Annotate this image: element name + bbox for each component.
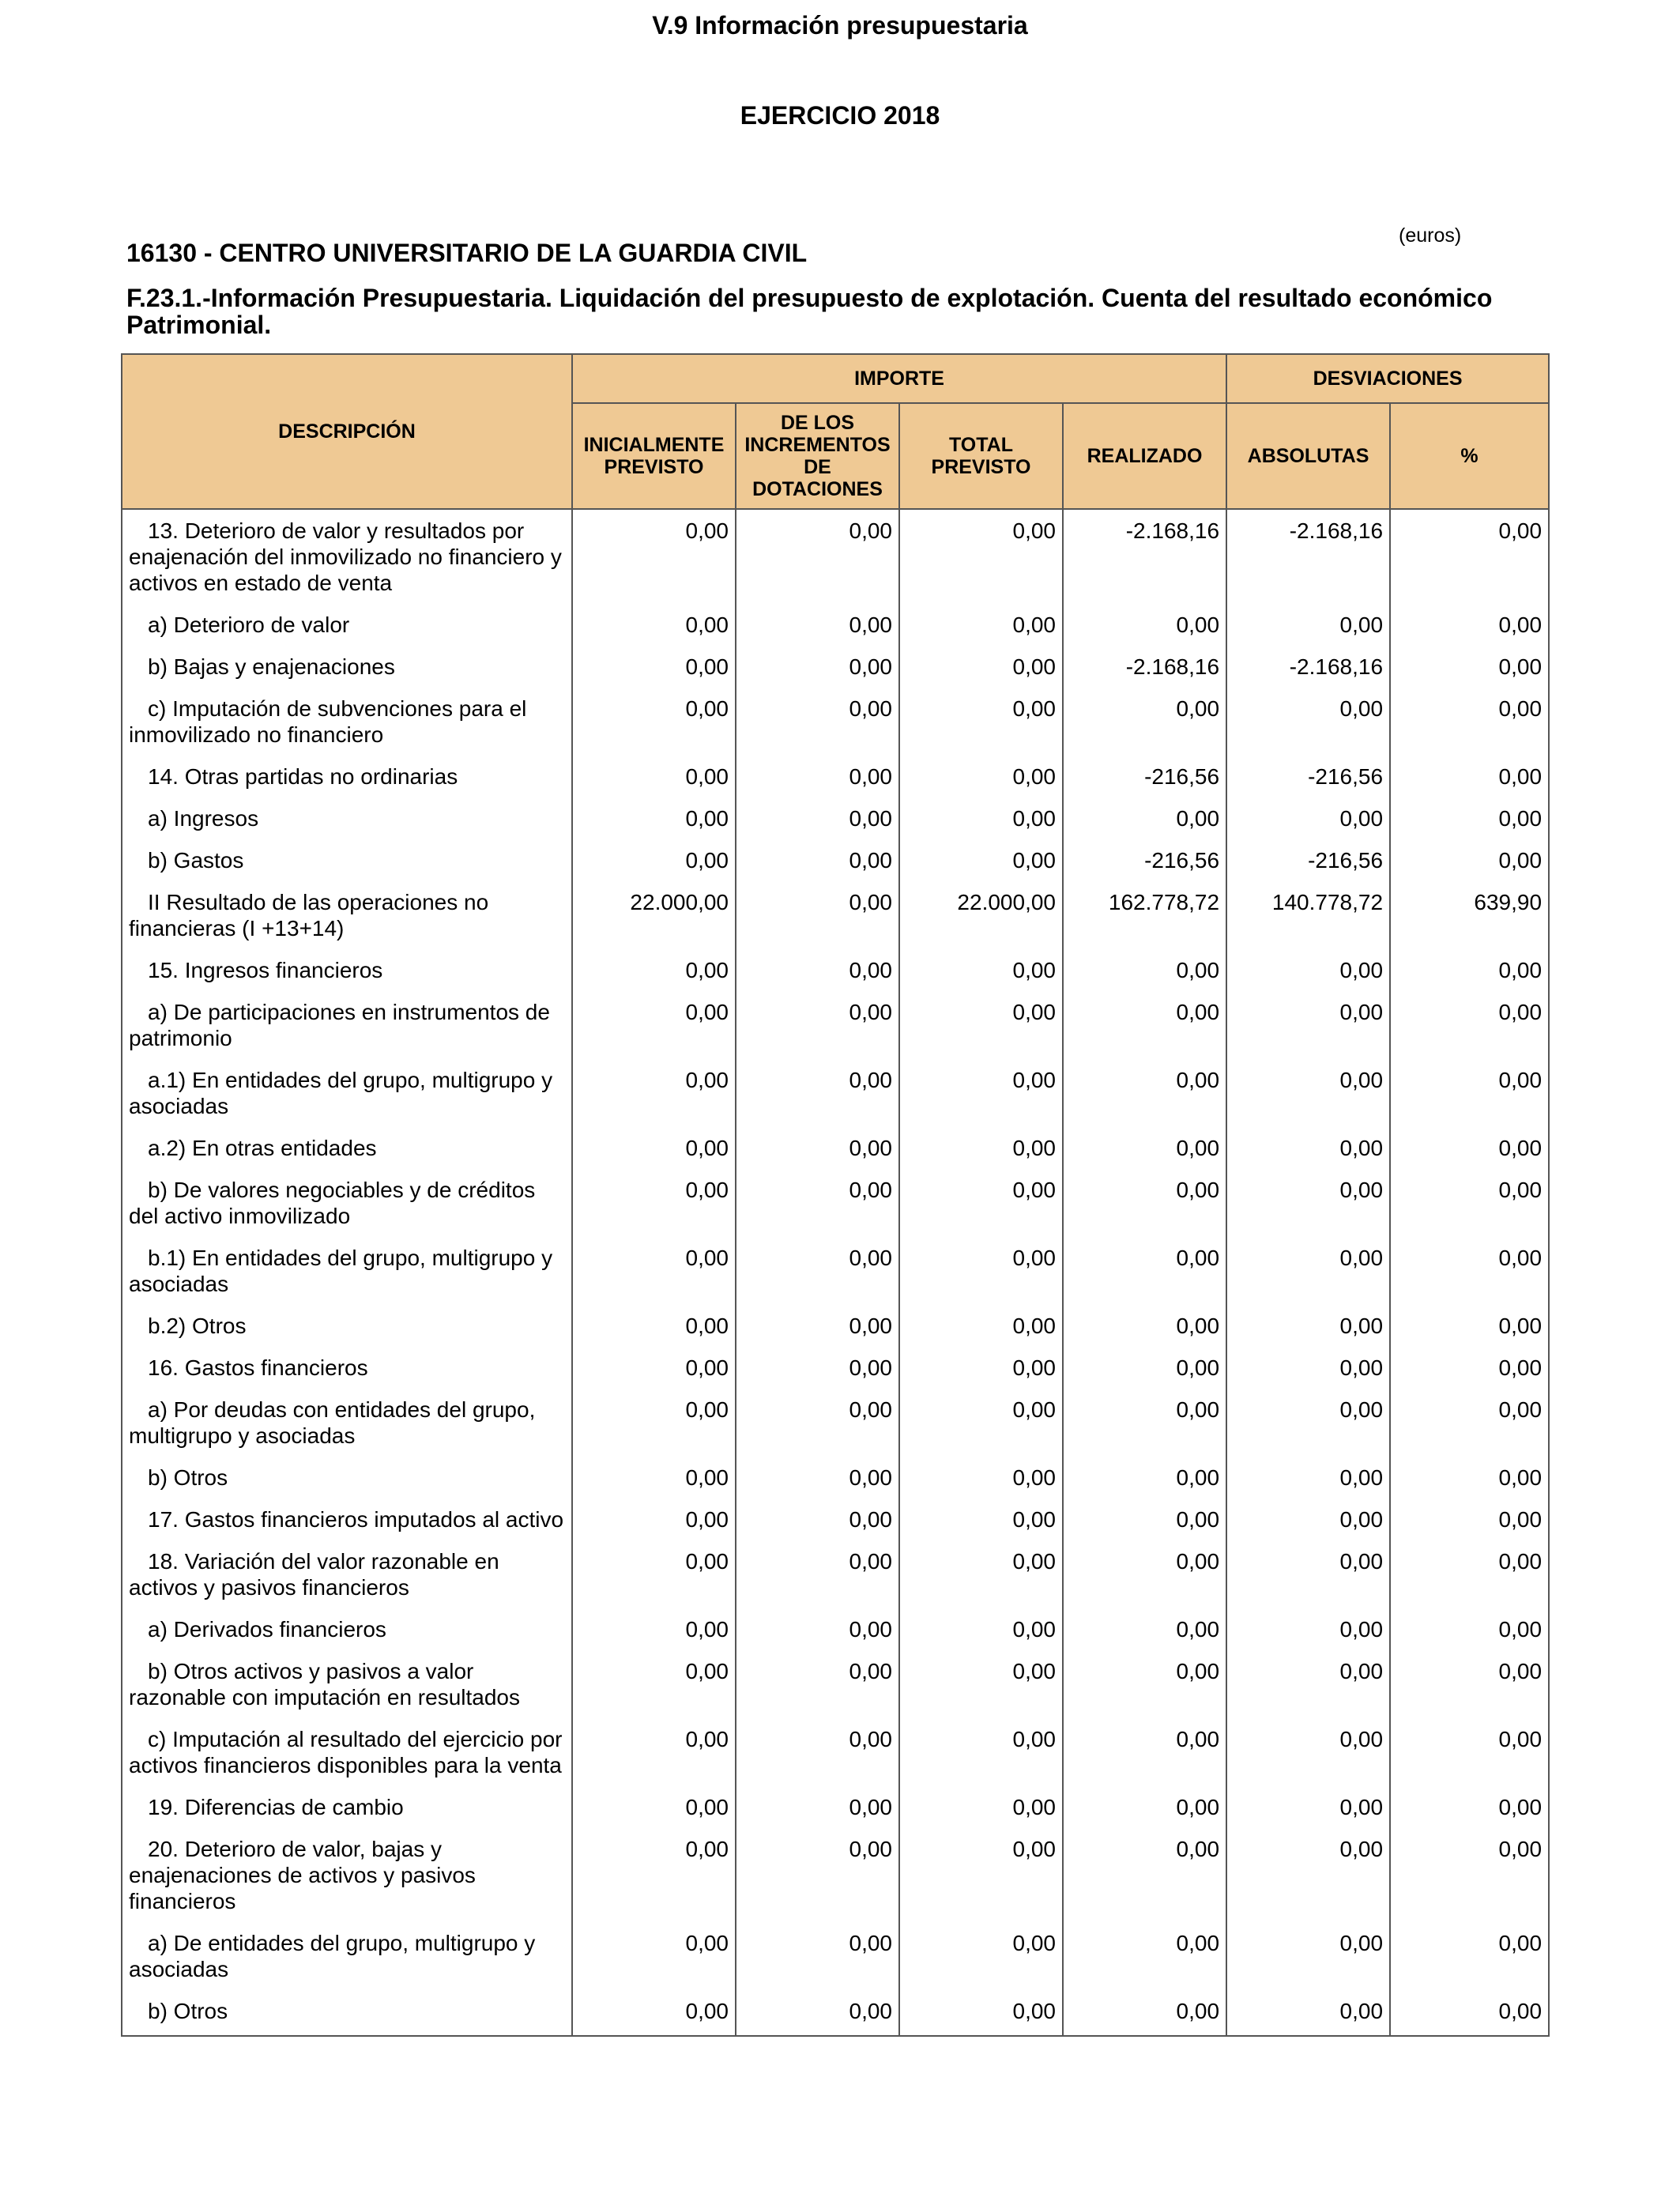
cell-incrementos-dotaciones: 0,00 — [736, 646, 899, 688]
cell-inicialmente-previsto: 0,00 — [572, 991, 736, 1059]
col-header-percent: % — [1390, 403, 1549, 509]
row-description — [122, 1457, 572, 1498]
cell-inicialmente-previsto: 0,00 — [572, 1059, 736, 1127]
row-description — [122, 949, 572, 991]
row-description-text: c) Imputación de subvenciones para el inmovilizado no financiero — [129, 696, 527, 747]
cell-percent: 0,00 — [1390, 1127, 1549, 1169]
cell-total-previsto: 0,00 — [899, 839, 1063, 881]
cell-total-previsto: 0,00 — [899, 1059, 1063, 1127]
cell-realizado: 0,00 — [1063, 949, 1226, 991]
row-description-text: 15. Ingresos financieros — [148, 958, 383, 982]
cell-total-previsto: 0,00 — [899, 1650, 1063, 1718]
row-description — [122, 797, 572, 839]
row-description-text: a) Ingresos — [148, 806, 259, 831]
cell-percent: 0,00 — [1390, 1718, 1549, 1786]
cell-incrementos-dotaciones: 0,00 — [736, 756, 899, 797]
table-row — [122, 881, 1549, 949]
cell-realizado: 0,00 — [1063, 688, 1226, 756]
cell-incrementos-dotaciones: 0,00 — [736, 1990, 899, 2036]
cell-absolutas: 0,00 — [1226, 1650, 1390, 1718]
cell-realizado: 0,00 — [1063, 1786, 1226, 1828]
cell-percent: 0,00 — [1390, 797, 1549, 839]
row-description-text: a.2) En otras entidades — [148, 1136, 377, 1160]
cell-incrementos-dotaciones: 0,00 — [736, 688, 899, 756]
cell-absolutas: -2.168,16 — [1226, 646, 1390, 688]
table-row — [122, 604, 1549, 646]
cell-realizado: 0,00 — [1063, 1347, 1226, 1389]
cell-percent: 0,00 — [1390, 1059, 1549, 1127]
cell-incrementos-dotaciones: 0,00 — [736, 604, 899, 646]
cell-total-previsto: 0,00 — [899, 1990, 1063, 2036]
cell-total-previsto: 0,00 — [899, 1237, 1063, 1305]
table-row — [122, 1786, 1549, 1828]
cell-total-previsto: 0,00 — [899, 1608, 1063, 1650]
cell-percent: 0,00 — [1390, 1650, 1549, 1718]
cell-realizado: 0,00 — [1063, 1169, 1226, 1237]
cell-total-previsto: 0,00 — [899, 1169, 1063, 1237]
row-description-text: b.1) En entidades del grupo, multigrupo y asociadas — [129, 1246, 553, 1296]
table-row — [122, 1237, 1549, 1305]
cell-percent: 0,00 — [1390, 991, 1549, 1059]
cell-absolutas: 0,00 — [1226, 1237, 1390, 1305]
cell-incrementos-dotaciones: 0,00 — [736, 991, 899, 1059]
table-row — [122, 1389, 1549, 1457]
cell-realizado: 0,00 — [1063, 1059, 1226, 1127]
cell-absolutas: 0,00 — [1226, 1498, 1390, 1540]
cell-absolutas: 0,00 — [1226, 1828, 1390, 1922]
cell-absolutas: 0,00 — [1226, 1347, 1390, 1389]
cell-inicialmente-previsto: 0,00 — [572, 1990, 736, 2036]
row-description — [122, 509, 572, 604]
cell-realizado: 0,00 — [1063, 1457, 1226, 1498]
table-row — [122, 1169, 1549, 1237]
row-description — [122, 1347, 572, 1389]
cell-inicialmente-previsto: 22.000,00 — [572, 881, 736, 949]
table-row — [122, 1718, 1549, 1786]
cell-inicialmente-previsto: 0,00 — [572, 1305, 736, 1347]
row-description-text: a) Deterioro de valor — [148, 613, 350, 637]
row-description — [122, 646, 572, 688]
cell-absolutas: 0,00 — [1226, 1540, 1390, 1608]
cell-realizado: 162.778,72 — [1063, 881, 1226, 949]
cell-total-previsto: 0,00 — [899, 949, 1063, 991]
cell-incrementos-dotaciones: 0,00 — [736, 1059, 899, 1127]
row-description — [122, 1828, 572, 1922]
row-description — [122, 1608, 572, 1650]
cell-inicialmente-previsto: 0,00 — [572, 1786, 736, 1828]
cell-realizado: -2.168,16 — [1063, 509, 1226, 604]
cell-percent: 0,00 — [1390, 839, 1549, 881]
table-row — [122, 756, 1549, 797]
cell-inicialmente-previsto: 0,00 — [572, 1718, 736, 1786]
cell-percent: 0,00 — [1390, 688, 1549, 756]
cell-absolutas: 0,00 — [1226, 1990, 1390, 2036]
cell-absolutas: 0,00 — [1226, 1389, 1390, 1457]
cell-incrementos-dotaciones: 0,00 — [736, 1922, 899, 1990]
table-row — [122, 797, 1549, 839]
cell-incrementos-dotaciones: 0,00 — [736, 1540, 899, 1608]
cell-incrementos-dotaciones: 0,00 — [736, 1828, 899, 1922]
cell-absolutas: 0,00 — [1226, 949, 1390, 991]
row-description — [122, 1237, 572, 1305]
cell-incrementos-dotaciones: 0,00 — [736, 1498, 899, 1540]
cell-total-previsto: 0,00 — [899, 756, 1063, 797]
row-description-text: b) Bajas y enajenaciones — [148, 654, 395, 679]
cell-absolutas: 0,00 — [1226, 1169, 1390, 1237]
cell-incrementos-dotaciones: 0,00 — [736, 881, 899, 949]
row-description-text: 19. Diferencias de cambio — [148, 1795, 404, 1819]
row-description — [122, 1498, 572, 1540]
cell-total-previsto: 0,00 — [899, 688, 1063, 756]
cell-inicialmente-previsto: 0,00 — [572, 604, 736, 646]
cell-realizado: 0,00 — [1063, 1540, 1226, 1608]
cell-inicialmente-previsto: 0,00 — [572, 1457, 736, 1498]
row-description-text: a) Por deudas con entidades del grupo, multigrupo y asociadas — [129, 1397, 536, 1448]
group-header-importe: IMPORTE — [572, 354, 1226, 403]
col-header-total-previsto: TOTAL PREVISTO — [899, 403, 1063, 509]
cell-absolutas: -216,56 — [1226, 839, 1390, 881]
table-row — [122, 1540, 1549, 1608]
table-row — [122, 949, 1549, 991]
cell-total-previsto: 0,00 — [899, 1498, 1063, 1540]
cell-realizado: 0,00 — [1063, 1650, 1226, 1718]
cell-total-previsto: 0,00 — [899, 1305, 1063, 1347]
cell-absolutas: 0,00 — [1226, 797, 1390, 839]
cell-realizado: -216,56 — [1063, 839, 1226, 881]
cell-inicialmente-previsto: 0,00 — [572, 1347, 736, 1389]
row-description-text: 16. Gastos financieros — [148, 1355, 368, 1380]
cell-realizado: 0,00 — [1063, 1922, 1226, 1990]
cell-total-previsto: 0,00 — [899, 1540, 1063, 1608]
row-description — [122, 1389, 572, 1457]
table-row — [122, 1608, 1549, 1650]
cell-inicialmente-previsto: 0,00 — [572, 1540, 736, 1608]
table-row — [122, 646, 1549, 688]
cell-percent: 0,00 — [1390, 1540, 1549, 1608]
row-description — [122, 1127, 572, 1169]
col-header-realizado: REALIZADO — [1063, 403, 1226, 509]
row-description-text: a) Derivados financieros — [148, 1617, 386, 1642]
cell-absolutas: 0,00 — [1226, 1305, 1390, 1347]
cell-percent: 0,00 — [1390, 1922, 1549, 1990]
cell-percent: 0,00 — [1390, 1457, 1549, 1498]
table-row — [122, 1127, 1549, 1169]
table-row — [122, 688, 1549, 756]
row-description-text: a) De participaciones en instrumentos de patrimonio — [129, 1000, 550, 1050]
row-description-text: 18. Variación del valor razonable en activos y pasivos financieros — [129, 1549, 499, 1600]
cell-inicialmente-previsto: 0,00 — [572, 1498, 736, 1540]
fiscal-year: EJERCICIO 2018 — [740, 101, 940, 130]
cell-incrementos-dotaciones: 0,00 — [736, 797, 899, 839]
cell-realizado: 0,00 — [1063, 1828, 1226, 1922]
cell-absolutas: 0,00 — [1226, 604, 1390, 646]
cell-absolutas: 0,00 — [1226, 991, 1390, 1059]
cell-percent: 0,00 — [1390, 1169, 1549, 1237]
cell-incrementos-dotaciones: 0,00 — [736, 1237, 899, 1305]
cell-incrementos-dotaciones: 0,00 — [736, 1786, 899, 1828]
cell-absolutas: -2.168,16 — [1226, 509, 1390, 604]
cell-absolutas: 0,00 — [1226, 1127, 1390, 1169]
cell-total-previsto: 0,00 — [899, 604, 1063, 646]
cell-realizado: 0,00 — [1063, 604, 1226, 646]
table-row — [122, 1828, 1549, 1922]
cell-percent: 0,00 — [1390, 1990, 1549, 2036]
cell-incrementos-dotaciones: 0,00 — [736, 839, 899, 881]
col-header-inicialmente-previsto: INICIALMENTE PREVISTO — [572, 403, 736, 509]
cell-incrementos-dotaciones: 0,00 — [736, 949, 899, 991]
cell-percent: 0,00 — [1390, 1389, 1549, 1457]
row-description-text: a) De entidades del grupo, multigrupo y asociadas — [129, 1931, 536, 1981]
row-description — [122, 1922, 572, 1990]
cell-percent: 0,00 — [1390, 756, 1549, 797]
row-description-text: b.2) Otros — [148, 1314, 247, 1338]
cell-inicialmente-previsto: 0,00 — [572, 1608, 736, 1650]
entity-name: 16130 - CENTRO UNIVERSITARIO DE LA GUARDIA CIVIL — [126, 239, 808, 267]
cell-total-previsto: 0,00 — [899, 1457, 1063, 1498]
cell-inicialmente-previsto: 0,00 — [572, 756, 736, 797]
row-description — [122, 1059, 572, 1127]
cell-inicialmente-previsto: 0,00 — [572, 1237, 736, 1305]
row-description — [122, 1650, 572, 1718]
cell-incrementos-dotaciones: 0,00 — [736, 1305, 899, 1347]
row-description — [122, 1718, 572, 1786]
row-description-text: b) Otros activos y pasivos a valor razonable con imputación en resultados — [129, 1659, 520, 1710]
cell-percent: 0,00 — [1390, 646, 1549, 688]
cell-percent: 0,00 — [1390, 1237, 1549, 1305]
table-row — [122, 1305, 1549, 1347]
cell-total-previsto: 0,00 — [899, 1718, 1063, 1786]
cell-inicialmente-previsto: 0,00 — [572, 797, 736, 839]
cell-absolutas: 0,00 — [1226, 1786, 1390, 1828]
cell-incrementos-dotaciones: 0,00 — [736, 1169, 899, 1237]
cell-realizado: 0,00 — [1063, 1237, 1226, 1305]
cell-realizado: 0,00 — [1063, 991, 1226, 1059]
cell-realizado: 0,00 — [1063, 1498, 1226, 1540]
cell-realizado: 0,00 — [1063, 1990, 1226, 2036]
cell-percent: 0,00 — [1390, 1828, 1549, 1922]
cell-absolutas: 0,00 — [1226, 1922, 1390, 1990]
cell-percent: 0,00 — [1390, 1608, 1549, 1650]
cell-total-previsto: 0,00 — [899, 991, 1063, 1059]
cell-realizado: -216,56 — [1063, 756, 1226, 797]
cell-incrementos-dotaciones: 0,00 — [736, 509, 899, 604]
cell-absolutas: 0,00 — [1226, 1718, 1390, 1786]
group-header-desviaciones: DESVIACIONES — [1226, 354, 1549, 403]
row-description — [122, 1540, 572, 1608]
cell-percent: 639,90 — [1390, 881, 1549, 949]
cell-realizado: -2.168,16 — [1063, 646, 1226, 688]
table-row — [122, 1347, 1549, 1389]
cell-total-previsto: 0,00 — [899, 1389, 1063, 1457]
table-row — [122, 509, 1549, 604]
cell-absolutas: 0,00 — [1226, 1059, 1390, 1127]
row-description — [122, 1786, 572, 1828]
cell-incrementos-dotaciones: 0,00 — [736, 1457, 899, 1498]
cell-absolutas: 0,00 — [1226, 1608, 1390, 1650]
row-description-text: a.1) En entidades del grupo, multigrupo y asociadas — [129, 1068, 553, 1118]
table-row — [122, 839, 1549, 881]
cell-incrementos-dotaciones: 0,00 — [736, 1389, 899, 1457]
cell-inicialmente-previsto: 0,00 — [572, 1650, 736, 1718]
cell-total-previsto: 22.000,00 — [899, 881, 1063, 949]
cell-total-previsto: 0,00 — [899, 509, 1063, 604]
section-title: F.23.1.-Información Presupuestaria. Liquidación del presupuesto de explotación. Cuenta del resultado económico Patrimonial. — [126, 284, 1493, 339]
row-description-text: 14. Otras partidas no ordinarias — [148, 764, 458, 789]
cell-total-previsto: 0,00 — [899, 797, 1063, 839]
cell-inicialmente-previsto: 0,00 — [572, 1922, 736, 1990]
row-description-text: b) Gastos — [148, 848, 244, 873]
cell-total-previsto: 0,00 — [899, 1828, 1063, 1922]
cell-realizado: 0,00 — [1063, 797, 1226, 839]
row-description-text: II Resultado de las operaciones no financieras (I +13+14) — [129, 890, 489, 941]
cell-incrementos-dotaciones: 0,00 — [736, 1608, 899, 1650]
row-description-text: 20. Deterioro de valor, bajas y enajenaciones de activos y pasivos financieros — [129, 1837, 476, 1913]
col-header-absolutas: ABSOLUTAS — [1226, 403, 1390, 509]
cell-percent: 0,00 — [1390, 1498, 1549, 1540]
cell-incrementos-dotaciones: 0,00 — [736, 1347, 899, 1389]
cell-inicialmente-previsto: 0,00 — [572, 509, 736, 604]
cell-incrementos-dotaciones: 0,00 — [736, 1127, 899, 1169]
cell-percent: 0,00 — [1390, 1786, 1549, 1828]
page-title: V.9 Información presupuestaria — [652, 11, 1028, 40]
cell-incrementos-dotaciones: 0,00 — [736, 1718, 899, 1786]
row-description — [122, 1305, 572, 1347]
cell-absolutas: 140.778,72 — [1226, 881, 1390, 949]
row-description — [122, 991, 572, 1059]
cell-inicialmente-previsto: 0,00 — [572, 839, 736, 881]
cell-inicialmente-previsto: 0,00 — [572, 646, 736, 688]
row-description-text: b) Otros — [148, 1465, 228, 1490]
row-description — [122, 839, 572, 881]
row-description — [122, 881, 572, 949]
cell-percent: 0,00 — [1390, 1347, 1549, 1389]
table-row — [122, 1457, 1549, 1498]
row-description-text: 17. Gastos financieros imputados al activo — [148, 1507, 564, 1532]
cell-total-previsto: 0,00 — [899, 1127, 1063, 1169]
cell-realizado: 0,00 — [1063, 1608, 1226, 1650]
row-description — [122, 756, 572, 797]
table-row — [122, 1922, 1549, 1990]
row-description — [122, 1169, 572, 1237]
budget-table — [121, 353, 1550, 2037]
cell-inicialmente-previsto: 0,00 — [572, 688, 736, 756]
col-header-incrementos-dotaciones: DE LOS INCREMENTOS DE DOTACIONES — [736, 403, 899, 509]
cell-percent: 0,00 — [1390, 509, 1549, 604]
table-row — [122, 1990, 1549, 2036]
row-description-text: b) De valores negociables y de créditos del activo inmovilizado — [129, 1178, 536, 1228]
cell-inicialmente-previsto: 0,00 — [572, 1127, 736, 1169]
cell-inicialmente-previsto: 0,00 — [572, 1169, 736, 1237]
table-row — [122, 1059, 1549, 1127]
cell-absolutas: 0,00 — [1226, 1457, 1390, 1498]
row-description — [122, 688, 572, 756]
row-description-text: c) Imputación al resultado del ejercicio por activos financieros disponibles para la venta — [129, 1727, 563, 1777]
row-description — [122, 604, 572, 646]
units-label: (euros) — [1399, 224, 1462, 247]
row-description-text: 13. Deterioro de valor y resultados por enajenación del inmovilizado no financiero y activos en estado de venta — [129, 518, 562, 595]
cell-percent: 0,00 — [1390, 1305, 1549, 1347]
table-row — [122, 1650, 1549, 1718]
cell-total-previsto: 0,00 — [899, 646, 1063, 688]
cell-inicialmente-previsto: 0,00 — [572, 1389, 736, 1457]
cell-absolutas: -216,56 — [1226, 756, 1390, 797]
cell-inicialmente-previsto: 0,00 — [572, 949, 736, 991]
cell-percent: 0,00 — [1390, 949, 1549, 991]
cell-realizado: 0,00 — [1063, 1389, 1226, 1457]
cell-realizado: 0,00 — [1063, 1305, 1226, 1347]
col-header-description: DESCRIPCIÓN — [122, 354, 572, 509]
cell-realizado: 0,00 — [1063, 1127, 1226, 1169]
cell-total-previsto: 0,00 — [899, 1786, 1063, 1828]
cell-percent: 0,00 — [1390, 604, 1549, 646]
cell-total-previsto: 0,00 — [899, 1347, 1063, 1389]
row-description-text: b) Otros — [148, 1999, 228, 2023]
row-description — [122, 1990, 572, 2036]
cell-total-previsto: 0,00 — [899, 1922, 1063, 1990]
table-row — [122, 1498, 1549, 1540]
table-row — [122, 991, 1549, 1059]
cell-inicialmente-previsto: 0,00 — [572, 1828, 736, 1922]
cell-absolutas: 0,00 — [1226, 688, 1390, 756]
cell-incrementos-dotaciones: 0,00 — [736, 1650, 899, 1718]
cell-realizado: 0,00 — [1063, 1718, 1226, 1786]
